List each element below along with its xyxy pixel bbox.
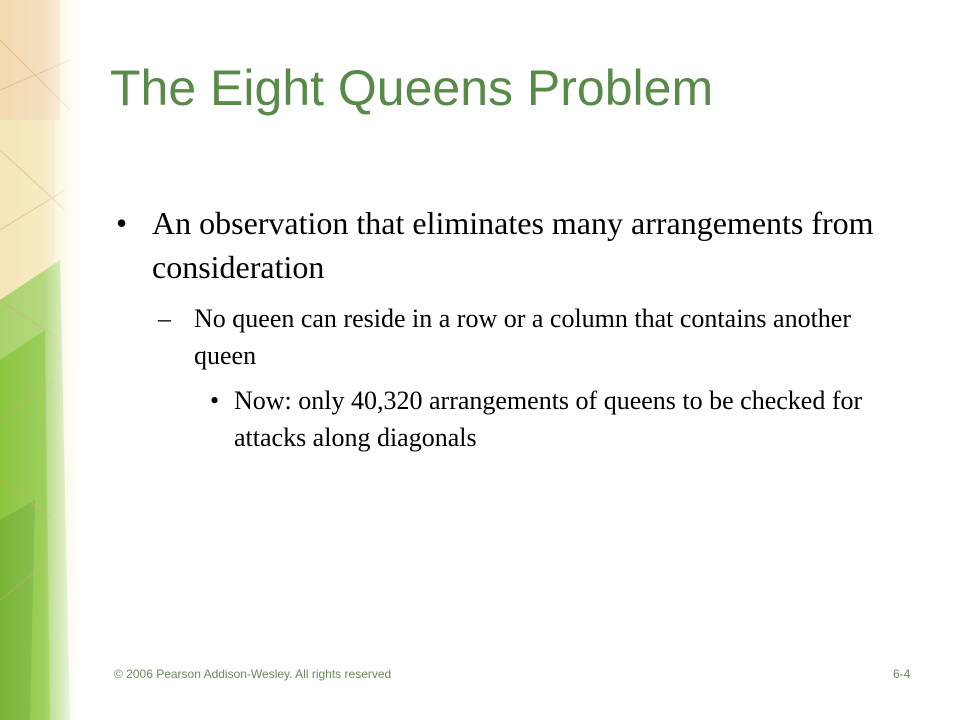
- decorative-left-border: [0, 0, 80, 720]
- slide-title: The Eight Queens Problem: [110, 60, 714, 116]
- copyright-footer: © 2006 Pearson Addison-Wesley. All rights reserved: [114, 667, 392, 681]
- bullet-level-1: [116, 201, 916, 289]
- bullet-level-2: [158, 300, 918, 374]
- bullet-text: An observation that eliminates many arrangements from consideration: [152, 205, 874, 285]
- bullet-text: No queen can reside in a row or a column that contains another queen: [194, 304, 851, 370]
- bullet-level-3: [210, 382, 910, 456]
- bullet-text: Now: only 40,320 arrangements of queens to be checked for attacks along diagonals: [234, 386, 863, 452]
- page-number: 6-4: [893, 667, 911, 681]
- bullet-marker: •: [210, 386, 220, 415]
- dash-marker: –: [158, 304, 171, 333]
- bullet-marker: •: [116, 205, 128, 241]
